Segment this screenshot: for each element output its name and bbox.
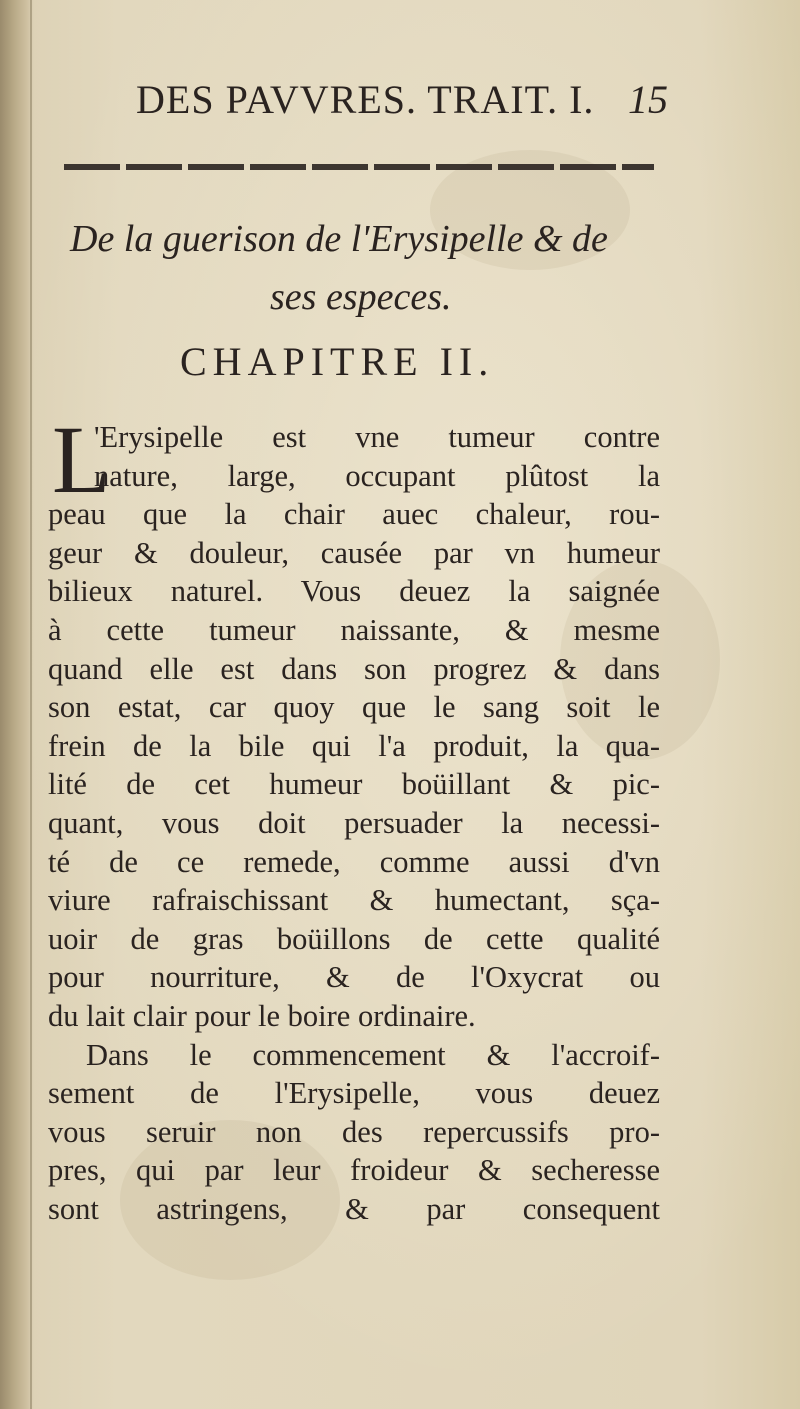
page-binding-shadow [0,0,34,1409]
text-line: quant, vous doit persuader la necessi- [48,805,660,840]
text-line: nature, large, occupant plûtost la [94,458,660,493]
text-line: son estat, car quoy que le sang soit le [48,690,660,725]
text-line: Dans le commencement & l'accroif- [86,1037,660,1072]
text-line: té de ce remede, comme aussi d'vn [48,844,660,879]
running-head-title: DES PAVVRES. TRAIT. I. [136,77,595,122]
text-line: pour nourriture, & de l'Oxycrat ou [48,960,660,995]
text-line: frein de la bile qui l'a produit, la qua- [48,728,660,763]
drop-capital: L [52,406,111,513]
text-line: viure rafraischissant & humectant, sça- [48,883,660,918]
text-line: à cette tumeur naissante, & mesme [48,612,660,647]
text-line: sement de l'Erysipelle, vous deuez [48,1076,660,1111]
text-line: bilieux naturel. Vous deuez la saignée [48,574,660,609]
text-line: quand elle est dans son progrez & dans [48,651,660,686]
running-head [128,72,688,132]
text-line: pres, qui par leur froideur & secheresse [48,1153,660,1188]
page-gutter-line [30,0,32,1409]
text-line: du lait clair pour le boire ordinaire. [48,998,476,1033]
heading-line-2: ses especes. [270,276,452,318]
ornamental-rule [64,164,654,170]
text-line: peau que la chair auec chaleur, rou- [48,497,660,532]
heading-line-1: De la guerison de l'Erysipelle & de [70,218,608,260]
body-text [48,406,660,1228]
text-line: uoir de gras boüillons de cette qualité [48,921,660,956]
text-line: 'Erysipelle est vne tumeur contre [94,420,660,454]
page-number: 15 [628,77,668,122]
chapter-title: CHAPITRE II. [180,339,495,384]
text-line: vous seruir non des repercussifs pro- [48,1114,660,1149]
section-heading [70,210,690,326]
text-line: geur & douleur, causée par vn humeur [48,535,660,570]
text-line: lité de cet humeur boüillant & pic- [48,767,660,802]
text-line: sont astringens, & par consequent [48,1191,660,1226]
